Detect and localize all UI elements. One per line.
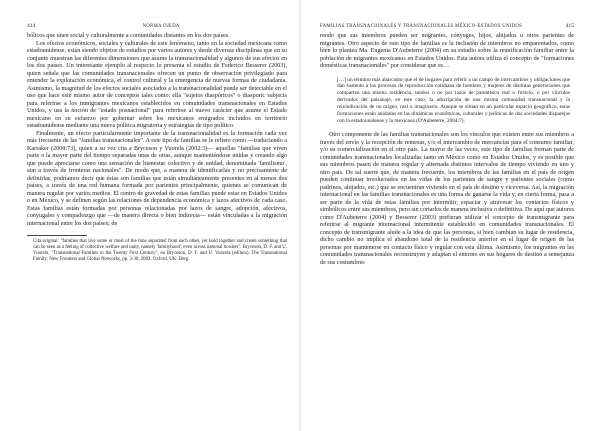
left-paragraph-1: bólicos que unen social y culturalmente a comunidades distantes en los dos países. [27,33,230,39]
right-paragraph-1: modo que sus miembros pueden ser migrantes, cónyuges, hijos, ahijados u otros parientes de migrantes. Otro aspecto de este tipo de familias es la inclusión de miembros no emparentados, como bien lo plantea Ma. Eugenia D'Aubeterre (2004) en su estudio sobre la reunificación familiar entre la población de migrantes mexicanos en Estados Unidos. Esta autora utiliza el concepto de "formaciones domésticas transnacionales" por considerar que es… [320,33,574,69]
right-page-header [320,0,574,33]
left-page-number: 414 [27,23,36,29]
left-page-body [27,33,287,228]
left-paragraph-2: Los efectos económicos, sociales y culturales de este fenómeno, tanto en la sociedad mexicana como estadounidense, están siendo objetos de estudios por varios autores y desde diversas disciplinas que en su conjunto muestran las diferentes dimensiones que asume la transnacionalidad y algunos de sus efectos en los dos países. Un interesante ejemplo al respecto lo presenta el estudio de Federico Besserer (2003), quien señala que las comunidades transnacionales ofrecen un punto de observación privilegiado para entender la explotación económica, el control cultural y la emergencia de nuevas formas de ciudadanía. Asimismo, la magnitud de los efectos sociales asociados a la transnacionalidad puede ser detectable en el uso que hace este mismo autor de conceptos tales como: ella "sujetos diaspóricos" o diasporic subjects para referirse a los inmigrantes mexicanos establecidos en comunidades transnacionales en Estados Unidos, y usa la noción de "estado posnacional" para referirse al nuevo carácter que asume el Estado mexicano en su esfuerzo por gobernar sobre los mexicanos emigrados incluidos en territorio estadounidense mediante una nueva política migratoria y estrategias de tipo político. [27,40,287,129]
right-page-number: 415 [565,23,574,29]
left-page-header [27,0,287,33]
footnote-text: Cita original: "families that live some or most of the time separated from each other, yet hold together and create something that can be seen as a feeling of collective welfare and unity, namely 'familyhood', even across national borders". Bryceson, D. F. and U. Vuorela. "Transnational Families in the Twenty First Century", en Bryceson, D. F. and U. Vuorela (editors). The Transnational Family: New Frontiers and Global Networks, pp. 3-30, 2002, Oxford, UK: Berg. [33,239,287,262]
right-page [300,0,600,431]
left-running-head: NORMA OJEDA [142,24,180,29]
block-quote [337,77,570,125]
footnote-rule [27,235,87,236]
right-running-head: FAMILIAS TRANSNACIONALES Y TRANSNACIONALES MÉXICO-ESTADOS UNIDOS [320,24,523,29]
block-quote-text: […] un término más abarcador que el de hogares para referir a un campo de intercambios y obligaciones que dan sustento a los procesos de reproducción cotidiana de hombres y mujeres de distintas generaciones que comparten una misma residencia, unidos o no por lazos de parentesco real o ficticio, o por vínculos derivados del paisanaje, en este caso, la adscripción de una misma comunidad transnacional y la reivindicación de un origen, real o imaginario. Aunque se sitúan en un particular espacio geográfico, estas formaciones están anidadas en las dinámicas económicas, culturales y políticas de dos sociedades disparejas con la estadounidense y la mexicana (D'Aubeterre, 2004:7). [337,76,570,124]
right-page-body [320,33,574,267]
right-paragraph-2: Otro componente de las familias transnacionales son los vínculos que existen entre sus miembros a través del envío y la recepción de remesas, y/o el intercambio de mercancías para el consumo familiar, y/o su comercialización en el otro país. La mayor de las veces, este tipo de familias forman parte de comunidades transnacionales localizadas tanto en México como en Estados Unidos, y es posible que sus miembros pasen de manera regular y alternada distintos intervalos de tiempo viviendo en uno y otro país. De tal suerte que, de manera frecuente, los miembros de las familias en el país de origen pueden continuar involucrados en las vidas de los parientes de sangre y parientes sociales (como padrinos, ahijados, etc.) que se encuentran viviendo en el país de destino y viceversa. Así, la migración internacional en las familias transnacionales es una forma de ganarse la vida y, en cierta forma, pasa a ser parte de la vida de estas familias por intermitir, espaciar y atravesar los contactos físicos y simbólicos entre sus miembros, pero sin cortarlos de manera inclusiva o definitiva. De aquí que autores como D'Aubeterre (2004) y Besserer (2003) prefieran utilizar el concepto de transmigrante para referirse al migrante internacional intermitente establecido en comunidades transnacionales. El concepto de transmigrante alude a la idea de que las personas, si bien cambian su lugar de residencia, dicho cambio no implica el abandono total de la residencia anterior en el lugar de origen de las personas por mantenerse en contacto físico y regular con esta última. Asimismo, los migrantes en las comunidades transnacionales reconstruyen y adaptan el entorno en sus hogares de destino a semejanza de sus costumbres [320,132,574,266]
left-footnote [27,239,287,263]
left-paragraph-3: Finalmente, un efecto particularmente importante de la transnacionalidad es la formación cada vez más frecuente de las "familias transnacionales". A este tipo de familias se le refiere como —traduciendo a Karraker (2008:73), quien a su vez cita a Bryceson y Vuorela (2002:3)— aquellas "familias que viven parte o la mayor parte del tiempo separadas unas de otras, aunque manteniéndose unidas y creando algo que puede apreciarse como una sensación de bienestar colectivo y de unidad, denominada 'familismo', aun a través de fronteras nacionales". De modo que, a manera de identificarlas y no precisamente de definirlas, podríamos decir que éstas son familias que están simultáneamente presentes en al menos dos países, a través de una red humana formada por parientes principalmente, quienes se comunican de manera regular por varios medios. El centro de gravedad de estas familias puede estar en Estados Unidos o en México, y se definen según las relaciones de dependencia económica y lazos afectivos de cada caso. Estas familias están formadas por personas relacionadas por lazos de sangre, adopción, afectivos, conyugales y compadrazgo que —de manera directa o bien indirecta— están vinculadas a la migración internacional entre los dos países; de [27,130,287,227]
